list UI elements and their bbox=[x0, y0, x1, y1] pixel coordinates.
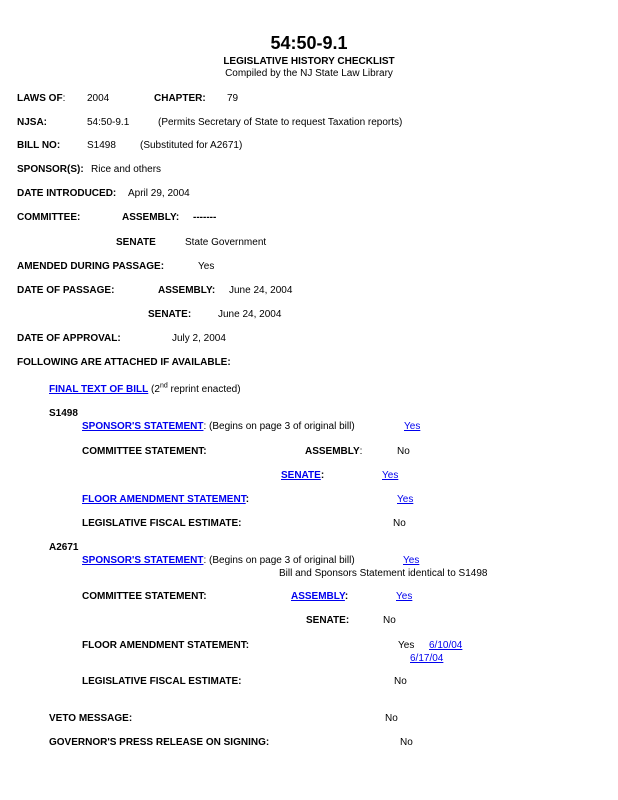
committee-senate-value: State Government bbox=[185, 237, 267, 248]
s1498-sponsor-statement-link[interactable]: SPONSOR'S STATEMENT bbox=[82, 421, 204, 432]
s1498-fiscal-label: LEGISLATIVE FISCAL ESTIMATE: bbox=[82, 518, 242, 529]
a2671-assembly-link[interactable]: ASSEMBLY bbox=[291, 591, 345, 602]
bill-no-label: BILL NO: bbox=[17, 140, 61, 151]
passage-assembly-label: ASSEMBLY: bbox=[158, 285, 216, 296]
final-text-sup: nd bbox=[159, 382, 168, 390]
s1498-committee-label: COMMITTEE STATEMENT: bbox=[82, 446, 207, 457]
sponsors-label: SPONSOR(S): bbox=[17, 164, 84, 175]
s1498-assembly-value: No bbox=[397, 446, 410, 457]
bill-no-value: S1498 bbox=[87, 140, 116, 151]
governor-value: No bbox=[400, 737, 413, 748]
approval-label: DATE OF APPROVAL: bbox=[17, 333, 121, 344]
date-introduced-value: April 29, 2004 bbox=[128, 188, 190, 199]
s1498-floor-colon: : bbox=[245, 494, 250, 505]
checklist-subtitle: LEGISLATIVE HISTORY CHECKLIST bbox=[223, 56, 395, 67]
date-introduced-label: DATE INTRODUCED: bbox=[17, 188, 117, 199]
s1498-sponsor-yes-link[interactable]: Yes bbox=[404, 421, 421, 432]
s1498-sponsor-row bbox=[82, 421, 355, 433]
laws-of-label: LAWS OF bbox=[17, 93, 63, 104]
s1498-senate-colon: : bbox=[320, 470, 325, 481]
a2671-committee-label: COMMITTEE STATEMENT: bbox=[82, 591, 207, 602]
a2671-assembly-row bbox=[291, 591, 348, 603]
a2671-sponsor-statement-link[interactable]: SPONSOR'S STATEMENT bbox=[82, 555, 204, 566]
final-text-pre: (2 bbox=[148, 384, 160, 395]
committee-senate-label: SENATE bbox=[116, 237, 156, 248]
page-title: 54:50-9.1 bbox=[270, 33, 348, 53]
s1498-assembly-label: ASSEMBLY bbox=[305, 446, 360, 457]
s1498-sponsor-note: : (Begins on page 3 of original bill) bbox=[203, 421, 355, 432]
s1498-fiscal-value: No bbox=[393, 518, 406, 529]
a2671-floor-date1-link[interactable]: 6/10/04 bbox=[429, 640, 463, 651]
attached-heading: FOLLOWING ARE ATTACHED IF AVAILABLE: bbox=[17, 357, 231, 368]
final-text-row bbox=[49, 384, 241, 396]
veto-label: VETO MESSAGE: bbox=[49, 713, 133, 724]
a2671-heading: A2671 bbox=[49, 542, 79, 553]
a2671-fiscal-label: LEGISLATIVE FISCAL ESTIMATE: bbox=[82, 676, 242, 687]
committee-assembly-value: ------- bbox=[193, 212, 217, 223]
a2671-assembly-yes-link[interactable]: Yes bbox=[396, 591, 413, 602]
njsa-label: NJSA: bbox=[17, 117, 48, 128]
s1498-senate-row bbox=[281, 470, 324, 482]
a2671-sponsor-note: : (Begins on page 3 of original bill) bbox=[203, 555, 355, 566]
laws-of-colon: : bbox=[62, 93, 66, 104]
passage-label: DATE OF PASSAGE: bbox=[17, 285, 115, 296]
a2671-floor-date2-link[interactable]: 6/17/04 bbox=[410, 653, 444, 664]
sponsors-value: Rice and others bbox=[91, 164, 162, 175]
committee-label: COMMITTEE: bbox=[17, 212, 81, 223]
veto-value: No bbox=[385, 713, 398, 724]
chapter-value: 79 bbox=[227, 93, 239, 104]
approval-value: July 2, 2004 bbox=[172, 333, 226, 344]
laws-of-row bbox=[17, 93, 65, 105]
a2671-senate-label: SENATE: bbox=[306, 615, 350, 626]
a2671-fiscal-value: No bbox=[394, 676, 407, 687]
s1498-floor-row bbox=[82, 494, 249, 506]
laws-of-value: 2004 bbox=[87, 93, 110, 104]
a2671-assembly-colon: : bbox=[344, 591, 349, 602]
amended-label: AMENDED DURING PASSAGE: bbox=[17, 261, 165, 272]
passage-assembly-value: June 24, 2004 bbox=[229, 285, 293, 296]
s1498-senate-yes-link[interactable]: Yes bbox=[382, 470, 399, 481]
a2671-senate-value: No bbox=[383, 615, 396, 626]
a2671-floor-value: Yes bbox=[398, 640, 415, 651]
committee-assembly-label: ASSEMBLY: bbox=[122, 212, 180, 223]
passage-senate-value: June 24, 2004 bbox=[218, 309, 282, 320]
s1498-assembly-row bbox=[305, 446, 362, 458]
s1498-floor-yes-link[interactable]: Yes bbox=[397, 494, 414, 505]
s1498-assembly-colon: : bbox=[359, 446, 363, 457]
njsa-note: (Permits Secretary of State to request Taxation reports) bbox=[158, 117, 403, 128]
s1498-senate-link[interactable]: SENATE bbox=[281, 470, 321, 481]
a2671-identical-note: Bill and Sponsors Statement identical to S1498 bbox=[279, 568, 488, 579]
amended-value: Yes bbox=[198, 261, 215, 272]
s1498-floor-amendment-link[interactable]: FLOOR AMENDMENT STATEMENT bbox=[82, 494, 246, 505]
final-text-post: reprint enacted) bbox=[167, 384, 241, 395]
a2671-floor-label: FLOOR AMENDMENT STATEMENT: bbox=[82, 640, 250, 651]
a2671-sponsor-yes-link[interactable]: Yes bbox=[403, 555, 420, 566]
compiled-by: Compiled by the NJ State Law Library bbox=[225, 68, 393, 79]
bill-no-note: (Substituted for A2671) bbox=[140, 140, 243, 151]
a2671-sponsor-row bbox=[82, 555, 355, 567]
njsa-value: 54:50-9.1 bbox=[87, 117, 130, 128]
final-text-link[interactable]: FINAL TEXT OF BILL bbox=[49, 384, 149, 395]
s1498-heading: S1498 bbox=[49, 408, 78, 419]
governor-label: GOVERNOR'S PRESS RELEASE ON SIGNING: bbox=[49, 737, 270, 748]
passage-senate-label: SENATE: bbox=[148, 309, 192, 320]
chapter-label: CHAPTER: bbox=[154, 93, 206, 104]
